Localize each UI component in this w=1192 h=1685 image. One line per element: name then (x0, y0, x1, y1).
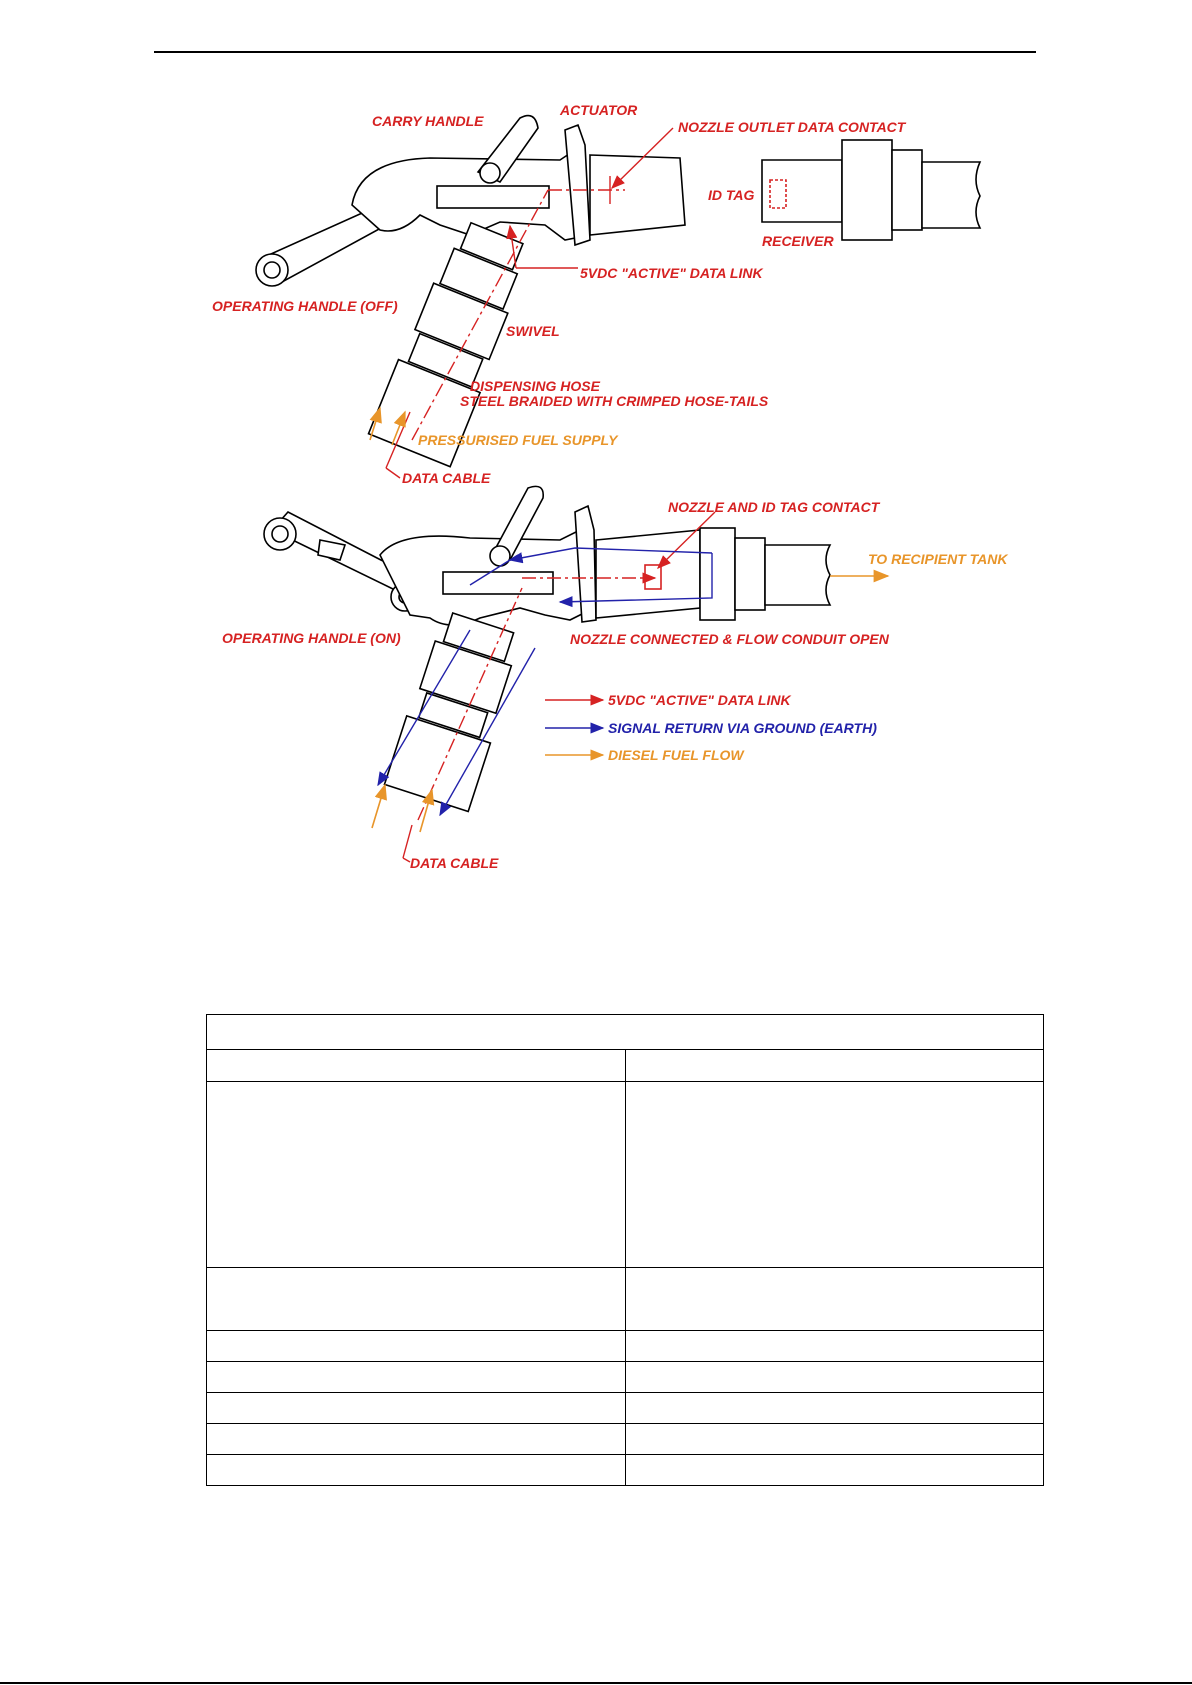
table-cell (207, 1455, 626, 1486)
table-header-row (207, 1015, 1044, 1050)
label-data-cable-bottom: DATA CABLE (410, 855, 499, 871)
label-receiver: RECEIVER (762, 233, 834, 249)
table-cell (207, 1268, 626, 1331)
table-cell (207, 1050, 626, 1082)
table-row (207, 1424, 1044, 1455)
empty-table (206, 1014, 1044, 1486)
label-id-tag: ID TAG (708, 187, 755, 203)
label-to-recipient-tank: TO RECIPIENT TANK (868, 551, 1008, 567)
legend-label-data-link: 5VDC "ACTIVE" DATA LINK (608, 692, 791, 708)
table-cell (625, 1331, 1044, 1362)
table-cell (207, 1424, 626, 1455)
receiver (762, 160, 842, 222)
label-nozzle-and-id-tag-contact: NOZZLE AND ID TAG CONTACT (668, 499, 880, 515)
spout (590, 155, 685, 235)
label-swivel: SWIVEL (506, 323, 560, 339)
label-dispensing-hose: DISPENSING HOSE (470, 378, 600, 394)
table-cell (625, 1362, 1044, 1393)
legend-label-signal-return: SIGNAL RETURN VIA GROUND (EARTH) (608, 720, 877, 736)
table-cell (625, 1268, 1044, 1331)
table-cell (207, 1393, 626, 1424)
table-cell (625, 1393, 1044, 1424)
label-actuator: ACTUATOR (560, 102, 638, 118)
label-nozzle-connected: NOZZLE CONNECTED & FLOW CONDUIT OPEN (570, 631, 889, 647)
label-pressurised-fuel-supply: PRESSURISED FUEL SUPPLY (418, 432, 618, 448)
table-cell (207, 1362, 626, 1393)
top-nozzle-assembly (256, 116, 980, 467)
table-row (207, 1362, 1044, 1393)
legend (545, 692, 877, 763)
table-row (207, 1050, 1044, 1082)
label-nozzle-outlet-data-contact: NOZZLE OUTLET DATA CONTACT (678, 119, 906, 135)
label-data-cable-top: DATA CABLE (402, 470, 491, 486)
label-operating-handle-on: OPERATING HANDLE (ON) (222, 630, 401, 646)
table-cell (625, 1424, 1044, 1455)
table-cell (625, 1050, 1044, 1082)
label-steel-braided: STEEL BRAIDED WITH CRIMPED HOSE-TAILS (460, 393, 769, 409)
table-cell (207, 1331, 626, 1362)
table-header-cell (207, 1015, 1044, 1050)
label-data-link: 5VDC "ACTIVE" DATA LINK (580, 265, 763, 281)
table-row (207, 1331, 1044, 1362)
bottom-nozzle-assembly (264, 486, 830, 811)
table-cell (625, 1455, 1044, 1486)
table-row (207, 1455, 1044, 1486)
table-row (207, 1268, 1044, 1331)
table-row (207, 1393, 1044, 1424)
table-cell (625, 1082, 1044, 1268)
spout-connected (596, 530, 700, 618)
table-row (207, 1082, 1044, 1268)
footer-rule (0, 1682, 1192, 1684)
legend-label-fuel-flow: DIESEL FUEL FLOW (608, 747, 744, 763)
label-carry-handle: CARRY HANDLE (372, 113, 484, 129)
table-cell (207, 1082, 626, 1268)
label-operating-handle-off: OPERATING HANDLE (OFF) (212, 298, 398, 314)
